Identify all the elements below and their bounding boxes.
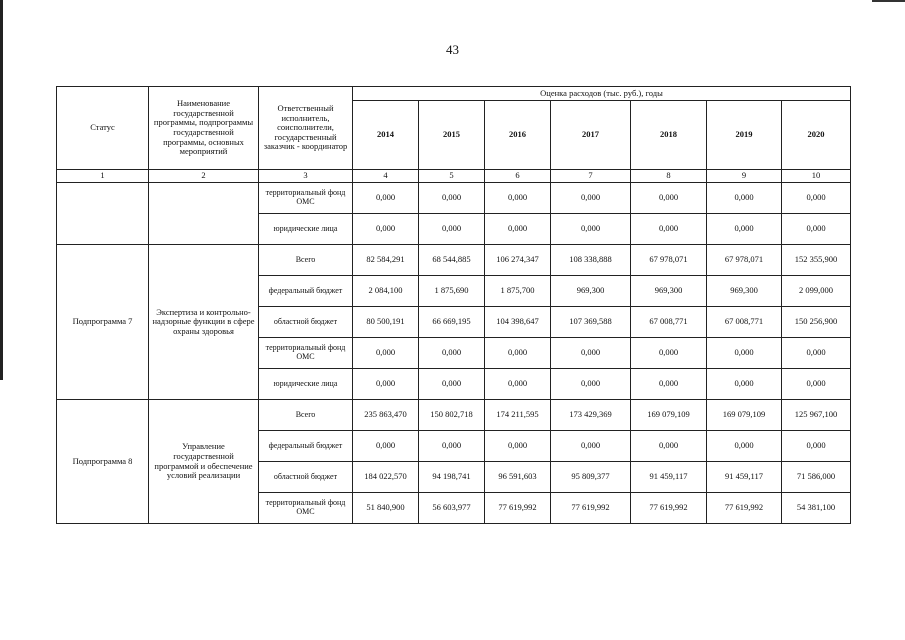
value-cell: 0,000 (707, 338, 782, 369)
funding-source-cell: территориальный фонд ОМС (259, 183, 353, 214)
header-year: 2014 (353, 101, 419, 170)
funding-source-cell: областной бюджет (259, 307, 353, 338)
value-cell: 169 079,109 (707, 400, 782, 431)
value-cell: 0,000 (419, 431, 485, 462)
value-cell: 0,000 (707, 214, 782, 245)
column-number: 8 (631, 170, 707, 183)
value-cell: 0,000 (485, 369, 551, 400)
header-cost-group: Оценка расходов (тыс. руб.), годы (353, 87, 851, 101)
value-cell: 108 338,888 (551, 245, 631, 276)
value-cell: 67 978,071 (631, 245, 707, 276)
value-cell: 67 978,071 (707, 245, 782, 276)
value-cell: 94 198,741 (419, 462, 485, 493)
funding-source-cell: территориальный фонд ОМС (259, 493, 353, 524)
value-cell: 67 008,771 (631, 307, 707, 338)
value-cell: 2 099,000 (782, 276, 851, 307)
header-year: 2018 (631, 101, 707, 170)
program-name-cell: Экспертиза и контрольно-надзорные функции в сфере охраны здоровья (149, 245, 259, 400)
status-cell: Подпрограмма 7 (57, 245, 149, 400)
header-year: 2019 (707, 101, 782, 170)
value-cell: 0,000 (631, 369, 707, 400)
value-cell: 0,000 (419, 369, 485, 400)
value-cell: 150 802,718 (419, 400, 485, 431)
column-number: 2 (149, 170, 259, 183)
value-cell: 0,000 (631, 214, 707, 245)
funding-source-cell: Всего (259, 400, 353, 431)
value-cell: 77 619,992 (631, 493, 707, 524)
value-cell: 77 619,992 (707, 493, 782, 524)
value-cell: 969,300 (551, 276, 631, 307)
value-cell: 0,000 (419, 338, 485, 369)
value-cell: 174 211,595 (485, 400, 551, 431)
value-cell: 106 274,347 (485, 245, 551, 276)
column-number: 5 (419, 170, 485, 183)
funding-source-cell: юридические лица (259, 214, 353, 245)
value-cell: 82 584,291 (353, 245, 419, 276)
value-cell: 71 586,000 (782, 462, 851, 493)
value-cell: 0,000 (631, 338, 707, 369)
value-cell: 91 459,117 (631, 462, 707, 493)
funding-source-cell: областной бюджет (259, 462, 353, 493)
value-cell: 173 429,369 (551, 400, 631, 431)
table-row (57, 245, 851, 276)
header-year: 2017 (551, 101, 631, 170)
column-number: 3 (259, 170, 353, 183)
value-cell: 67 008,771 (707, 307, 782, 338)
value-cell: 107 369,588 (551, 307, 631, 338)
value-cell: 0,000 (353, 183, 419, 214)
value-cell: 66 669,195 (419, 307, 485, 338)
value-cell: 68 544,885 (419, 245, 485, 276)
value-cell: 54 381,100 (782, 493, 851, 524)
value-cell: 91 459,117 (707, 462, 782, 493)
value-cell: 0,000 (551, 214, 631, 245)
value-cell: 0,000 (707, 431, 782, 462)
column-number: 4 (353, 170, 419, 183)
header-year: 2020 (782, 101, 851, 170)
status-cell (57, 183, 149, 245)
program-name-cell: Управление государственной программой и обеспечение условий реализации (149, 400, 259, 524)
value-cell: 0,000 (707, 183, 782, 214)
header-year: 2015 (419, 101, 485, 170)
column-number: 9 (707, 170, 782, 183)
value-cell: 125 967,100 (782, 400, 851, 431)
value-cell: 0,000 (485, 214, 551, 245)
value-cell: 0,000 (551, 338, 631, 369)
value-cell: 96 591,603 (485, 462, 551, 493)
value-cell: 0,000 (782, 183, 851, 214)
value-cell: 0,000 (353, 338, 419, 369)
value-cell: 104 398,647 (485, 307, 551, 338)
value-cell: 0,000 (551, 431, 631, 462)
value-cell: 0,000 (551, 369, 631, 400)
value-cell: 0,000 (485, 183, 551, 214)
budget-table (56, 86, 851, 524)
value-cell: 184 022,570 (353, 462, 419, 493)
header-status: Статус (57, 87, 149, 170)
value-cell: 969,300 (707, 276, 782, 307)
value-cell: 152 355,900 (782, 245, 851, 276)
funding-source-cell: территориальный фонд ОМС (259, 338, 353, 369)
column-number: 6 (485, 170, 551, 183)
page-number: 43 (446, 42, 459, 57)
value-cell: 0,000 (485, 431, 551, 462)
value-cell: 1 875,690 (419, 276, 485, 307)
funding-source-cell: федеральный бюджет (259, 431, 353, 462)
value-cell: 77 619,992 (485, 493, 551, 524)
column-number: 1 (57, 170, 149, 183)
value-cell: 235 863,470 (353, 400, 419, 431)
value-cell: 56 603,977 (419, 493, 485, 524)
value-cell: 1 875,700 (485, 276, 551, 307)
scan-corner-mark (872, 0, 905, 2)
value-cell: 95 809,377 (551, 462, 631, 493)
value-cell: 150 256,900 (782, 307, 851, 338)
funding-source-cell: юридические лица (259, 369, 353, 400)
program-name-cell (149, 183, 259, 245)
value-cell: 169 079,109 (631, 400, 707, 431)
value-cell: 0,000 (419, 183, 485, 214)
value-cell: 0,000 (551, 183, 631, 214)
value-cell: 80 500,191 (353, 307, 419, 338)
value-cell: 0,000 (782, 369, 851, 400)
value-cell: 51 840,900 (353, 493, 419, 524)
value-cell: 0,000 (707, 369, 782, 400)
funding-source-cell: федеральный бюджет (259, 276, 353, 307)
value-cell: 0,000 (419, 214, 485, 245)
header-year: 2016 (485, 101, 551, 170)
value-cell: 969,300 (631, 276, 707, 307)
table-row (57, 183, 851, 214)
value-cell: 77 619,992 (551, 493, 631, 524)
value-cell: 0,000 (631, 183, 707, 214)
funding-source-cell: Всего (259, 245, 353, 276)
value-cell: 0,000 (782, 214, 851, 245)
value-cell: 0,000 (353, 431, 419, 462)
value-cell: 0,000 (353, 214, 419, 245)
value-cell: 0,000 (782, 338, 851, 369)
column-number: 7 (551, 170, 631, 183)
header-name: Наименование государственной программы, подпрограммы государственной программы, основных мероприятий (149, 87, 259, 170)
value-cell: 0,000 (782, 431, 851, 462)
value-cell: 0,000 (631, 431, 707, 462)
table-row (57, 400, 851, 431)
header-responsible: Ответственный исполнитель, соисполнители, государственный заказчик - координатор (259, 87, 353, 170)
value-cell: 0,000 (353, 369, 419, 400)
value-cell: 0,000 (485, 338, 551, 369)
value-cell: 2 084,100 (353, 276, 419, 307)
column-number: 10 (782, 170, 851, 183)
status-cell: Подпрограмма 8 (57, 400, 149, 524)
